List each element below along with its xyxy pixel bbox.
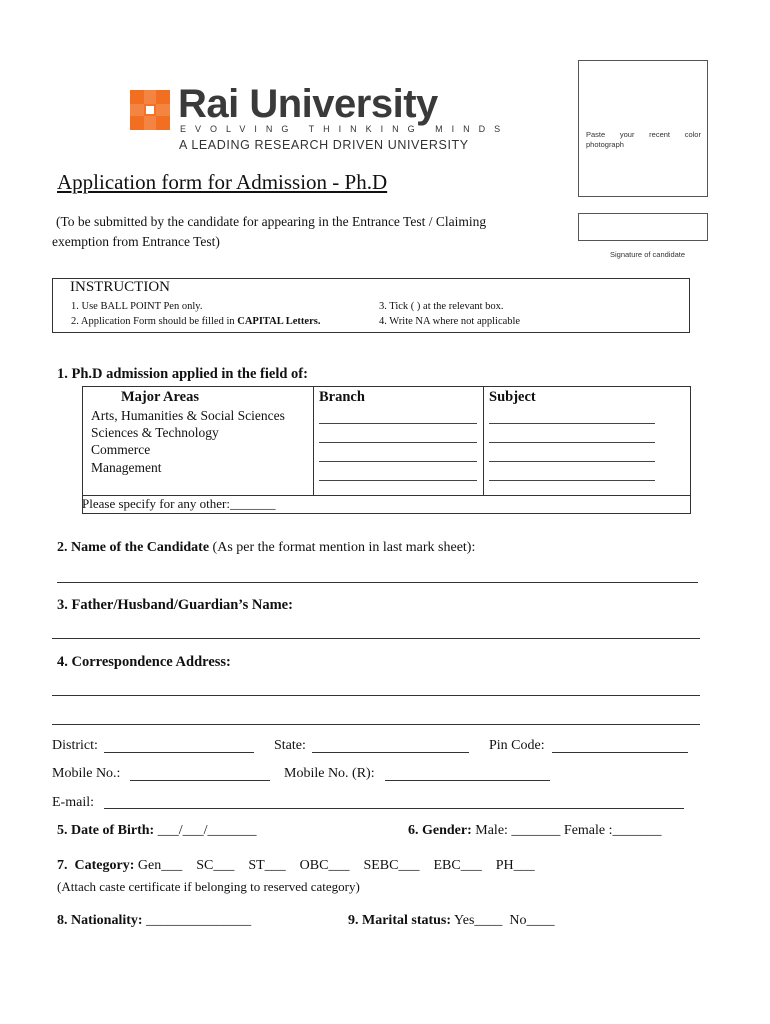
- photo-text-word: color: [684, 130, 701, 139]
- photo-box[interactable]: [578, 60, 708, 197]
- branch-line[interactable]: [319, 442, 477, 443]
- intro-line: exemption from Entrance Test): [52, 234, 220, 249]
- subject-line[interactable]: [489, 461, 655, 462]
- gender-male-field[interactable]: Male: _______: [471, 823, 561, 838]
- nationality-field[interactable]: _______________: [142, 913, 252, 928]
- mobile-r-field[interactable]: [385, 780, 550, 781]
- email-field[interactable]: [104, 808, 684, 809]
- dob-row: [57, 823, 256, 839]
- university-logo-icon: [130, 90, 170, 130]
- dob-field[interactable]: ___/___/_______: [154, 823, 257, 838]
- category-options[interactable]: Gen___ SC___ ST___ OBC___ SEBC___ EBC___ PH___: [134, 858, 535, 873]
- photo-text-word: your: [619, 130, 635, 139]
- subject-heading: Subject: [489, 389, 536, 405]
- subject-line[interactable]: [489, 423, 655, 424]
- section-3-title: 3. Father/Husband/Guardian’s Name:: [57, 597, 293, 613]
- dob-label: 5. Date of Birth:: [57, 823, 155, 838]
- column-divider: [483, 387, 484, 495]
- photo-text-word: Paste: [586, 130, 606, 139]
- field-areas-table: [82, 386, 691, 514]
- branch-heading: Branch: [319, 389, 365, 405]
- marital-row: [348, 913, 555, 929]
- instruction-item-text: 2. Application Form should be filled in: [71, 316, 238, 327]
- section-4-title: 4. Correspondence Address:: [57, 654, 231, 670]
- nationality-row: [57, 913, 251, 929]
- university-subtitle: A LEADING RESEARCH DRIVEN UNIVERSITY: [179, 138, 469, 152]
- area-item: Management: [91, 460, 162, 475]
- guardian-name-line[interactable]: [52, 638, 700, 639]
- photo-text-word: photograph: [586, 140, 624, 149]
- gender-female-field[interactable]: Female :_______: [560, 823, 662, 838]
- instruction-box: [52, 278, 690, 333]
- email-label: E-mail:: [52, 795, 94, 810]
- area-item: Sciences & Technology: [91, 425, 219, 440]
- section-2-label: 2. Name of the Candidate: [57, 540, 210, 555]
- instruction-item: [71, 316, 320, 327]
- university-tagline: EVOLVING THINKING MINDS: [180, 124, 510, 134]
- address-line[interactable]: [52, 724, 700, 725]
- subject-line[interactable]: [489, 480, 655, 481]
- gender-row: [408, 823, 662, 839]
- photo-text-word: recent: [649, 130, 671, 139]
- branch-line[interactable]: [319, 461, 477, 462]
- area-item: Commerce: [91, 442, 151, 457]
- instruction-item: 1. Use BALL POINT Pen only.: [71, 301, 203, 312]
- signature-box[interactable]: [578, 213, 708, 241]
- mobile-field[interactable]: [130, 780, 270, 781]
- district-label: District:: [52, 738, 98, 753]
- address-line[interactable]: [52, 695, 700, 696]
- section-2-title: [57, 540, 475, 556]
- marital-label: 9. Marital status:: [348, 913, 452, 928]
- instruction-title: INSTRUCTION: [70, 279, 170, 295]
- mobile-r-label: Mobile No. (R):: [284, 766, 375, 781]
- subject-line[interactable]: [489, 442, 655, 443]
- marital-field[interactable]: Yes____ No____: [451, 913, 555, 928]
- form-title: Application form for Admission - Ph.D: [57, 170, 388, 194]
- pin-field[interactable]: [552, 752, 688, 753]
- branch-line[interactable]: [319, 480, 477, 481]
- nationality-label: 8. Nationality:: [57, 913, 143, 928]
- category-row: [57, 858, 535, 874]
- district-field[interactable]: [104, 752, 254, 753]
- intro-text: [52, 212, 562, 252]
- candidate-name-line[interactable]: [57, 582, 698, 583]
- major-areas-heading: Major Areas: [121, 389, 199, 405]
- photo-instruction: [586, 130, 701, 150]
- column-divider: [313, 387, 314, 495]
- pin-label: Pin Code:: [489, 738, 545, 753]
- instruction-item: 4. Write NA where not applicable: [379, 316, 521, 327]
- category-note: (Attach caste certificate if belonging to reserved category): [57, 879, 360, 894]
- section-2-note: (As per the format mention in last mark sheet):: [209, 540, 476, 555]
- area-item: Arts, Humanities & Social Sciences: [91, 408, 285, 423]
- instruction-item-bold: CAPITAL Letters.: [237, 316, 321, 327]
- category-label: 7. Category:: [57, 858, 135, 873]
- mobile-label: Mobile No.:: [52, 766, 121, 781]
- other-field[interactable]: Please specify for any other:_______: [82, 496, 276, 511]
- instruction-item: 3. Tick ( ) at the relevant box.: [379, 301, 504, 312]
- university-name: Rai University: [178, 82, 438, 126]
- branch-line[interactable]: [319, 423, 477, 424]
- state-label: State:: [274, 738, 306, 753]
- gender-label: 6. Gender:: [408, 823, 472, 838]
- state-field[interactable]: [312, 752, 469, 753]
- section-1-title: 1. Ph.D admission applied in the field of:: [57, 366, 308, 382]
- signature-label: Signature of candidate: [610, 250, 686, 259]
- intro-line: (To be submitted by the candidate for appearing in the Entrance Test / Claiming: [56, 214, 487, 229]
